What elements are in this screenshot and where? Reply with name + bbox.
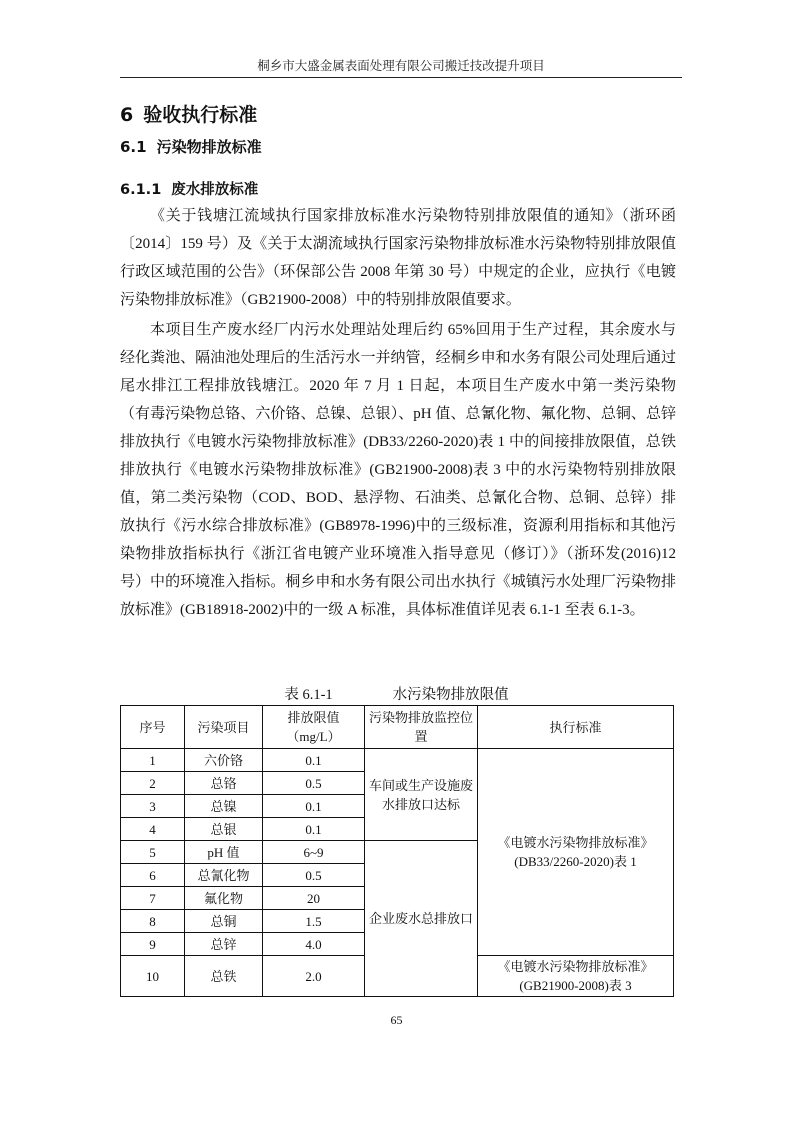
paragraph-project-wastewater: 本项目生产废水经厂内污水处理站处理后约 65%回用于生产过程，其余废水与经化粪池、隔油池处理后的生活污水一并纳管，经桐乡申和水务有限公司处理后通过尾水排江工程排放钱塘江。2020 年 7 月 1 日起，本项目生产废水中第一类污染物（有毒污染物总铬、六价铬、总镍、总银）、pH 值、总氰化物、氟化物、总铜、总锌排放执行《电镀水污染物排放标准》(DB33/2260-2020)表 1 中的间接排放限值，总铁排放执行《电镀水污染物排放标准》(GB21900-2008)表 3 中的水污染物特别排放限值，第二类污染物（COD、BOD、悬浮物、石油类、总氰化合物、总铜、总锌）排放执行《污水综合排放标准》(GB8978-1996)中的三级标准，资源利用指标和其他污染物排放指标执行《浙江省电镀产业环境准入指导意见（修订）》（浙环发(2016)12 号）中的环境准入指标。桐乡申和水务有限公司出水执行《城镇污水处理厂污染物排放标准》(GB18918-2002)中的一级 A 标准，具体标准值详见表 6.1-1 至表 6.1-3。 xyxy=(120,322,676,618)
table-row xyxy=(121,749,674,772)
subsection-heading xyxy=(120,136,262,157)
subsection-number: 6.1 xyxy=(120,138,147,156)
subsection-title: 污染物排放标准 xyxy=(156,138,262,156)
cell-location-outlet: 企业废水总排放口 xyxy=(365,841,478,997)
header-item: 污染项目 xyxy=(185,706,263,749)
cell-no: 6 xyxy=(121,864,185,887)
section-heading xyxy=(120,100,257,127)
cell-standard-gb21900 xyxy=(478,956,674,997)
cell-item: 六价铬 xyxy=(185,749,263,772)
cell-limit: 0.5 xyxy=(263,772,365,795)
subsubsection-title: 废水排放标准 xyxy=(171,182,259,198)
cell-no: 2 xyxy=(121,772,185,795)
standard-db33-code: (DB33/2260-2020)表 1 xyxy=(514,854,637,869)
cell-no: 10 xyxy=(121,956,185,997)
subsubsection-number: 6.1.1 xyxy=(120,182,162,198)
standard-gb21900-name: 《电镀水污染物排放标准》 xyxy=(497,959,654,974)
header-no: 序号 xyxy=(121,706,185,749)
cell-limit: 20 xyxy=(263,887,365,910)
cell-no: 5 xyxy=(121,841,185,864)
cell-item: 总铬 xyxy=(185,772,263,795)
header-standard: 执行标准 xyxy=(478,706,674,749)
header-rule xyxy=(120,77,682,78)
cell-limit: 6~9 xyxy=(263,841,365,864)
standard-db33-name: 《电镀水污染物排放标准》 xyxy=(497,835,654,850)
header-limit: 排放限值（mg/L） xyxy=(263,706,365,749)
page-number: 65 xyxy=(390,1013,403,1027)
table-caption xyxy=(120,683,673,704)
cell-item: pH 值 xyxy=(185,841,263,864)
cell-limit: 0.1 xyxy=(263,818,365,841)
cell-limit: 0.1 xyxy=(263,749,365,772)
section-number: 6 xyxy=(120,104,134,126)
subsubsection-heading xyxy=(120,178,258,199)
cell-item: 总氰化物 xyxy=(185,864,263,887)
table-caption-number: 表 6.1-1 xyxy=(284,687,333,703)
cell-no: 3 xyxy=(121,795,185,818)
cell-item: 氟化物 xyxy=(185,887,263,910)
cell-limit: 1.5 xyxy=(263,910,365,933)
cell-no: 9 xyxy=(121,933,185,956)
table-header-row xyxy=(121,706,674,749)
cell-item: 总铜 xyxy=(185,910,263,933)
standard-gb21900-code: (GB21900-2008)表 3 xyxy=(519,978,632,993)
cell-no: 7 xyxy=(121,887,185,910)
cell-limit: 0.1 xyxy=(263,795,365,818)
cell-item: 总锌 xyxy=(185,933,263,956)
table-caption-title: 水污染物排放限值 xyxy=(392,687,509,703)
cell-limit: 2.0 xyxy=(263,956,365,997)
cell-location-workshop: 车间或生产设施废水排放口达标 xyxy=(365,749,478,841)
running-header: 桐乡市大盛金属表面处理有限公司搬迁技改提升项目 xyxy=(257,59,545,73)
emission-limits-table xyxy=(120,705,674,997)
section-title: 验收执行标准 xyxy=(143,104,258,126)
cell-no: 1 xyxy=(121,749,185,772)
cell-limit: 4.0 xyxy=(263,933,365,956)
cell-item: 总银 xyxy=(185,818,263,841)
cell-item: 总镍 xyxy=(185,795,263,818)
header-location: 污染物排放监控位置 xyxy=(365,706,478,749)
cell-no: 4 xyxy=(121,818,185,841)
cell-no: 8 xyxy=(121,910,185,933)
cell-limit: 0.5 xyxy=(263,864,365,887)
cell-item: 总铁 xyxy=(185,956,263,997)
cell-standard-db33 xyxy=(478,749,674,956)
paragraph-standards-notice: 《关于钱塘江流域执行国家排放标准水污染物特别排放限值的通知》（浙环函〔2014〕159 号）及《关于太湖流域执行国家污染物排放标准水污染物特别排放限值行政区域范围的公告》（环保部公告 2008 年第 30 号）中规定的企业，应执行《电镀污染物排放标准》（GB21900-2008）中的特别排放限值要求。 xyxy=(120,208,676,308)
